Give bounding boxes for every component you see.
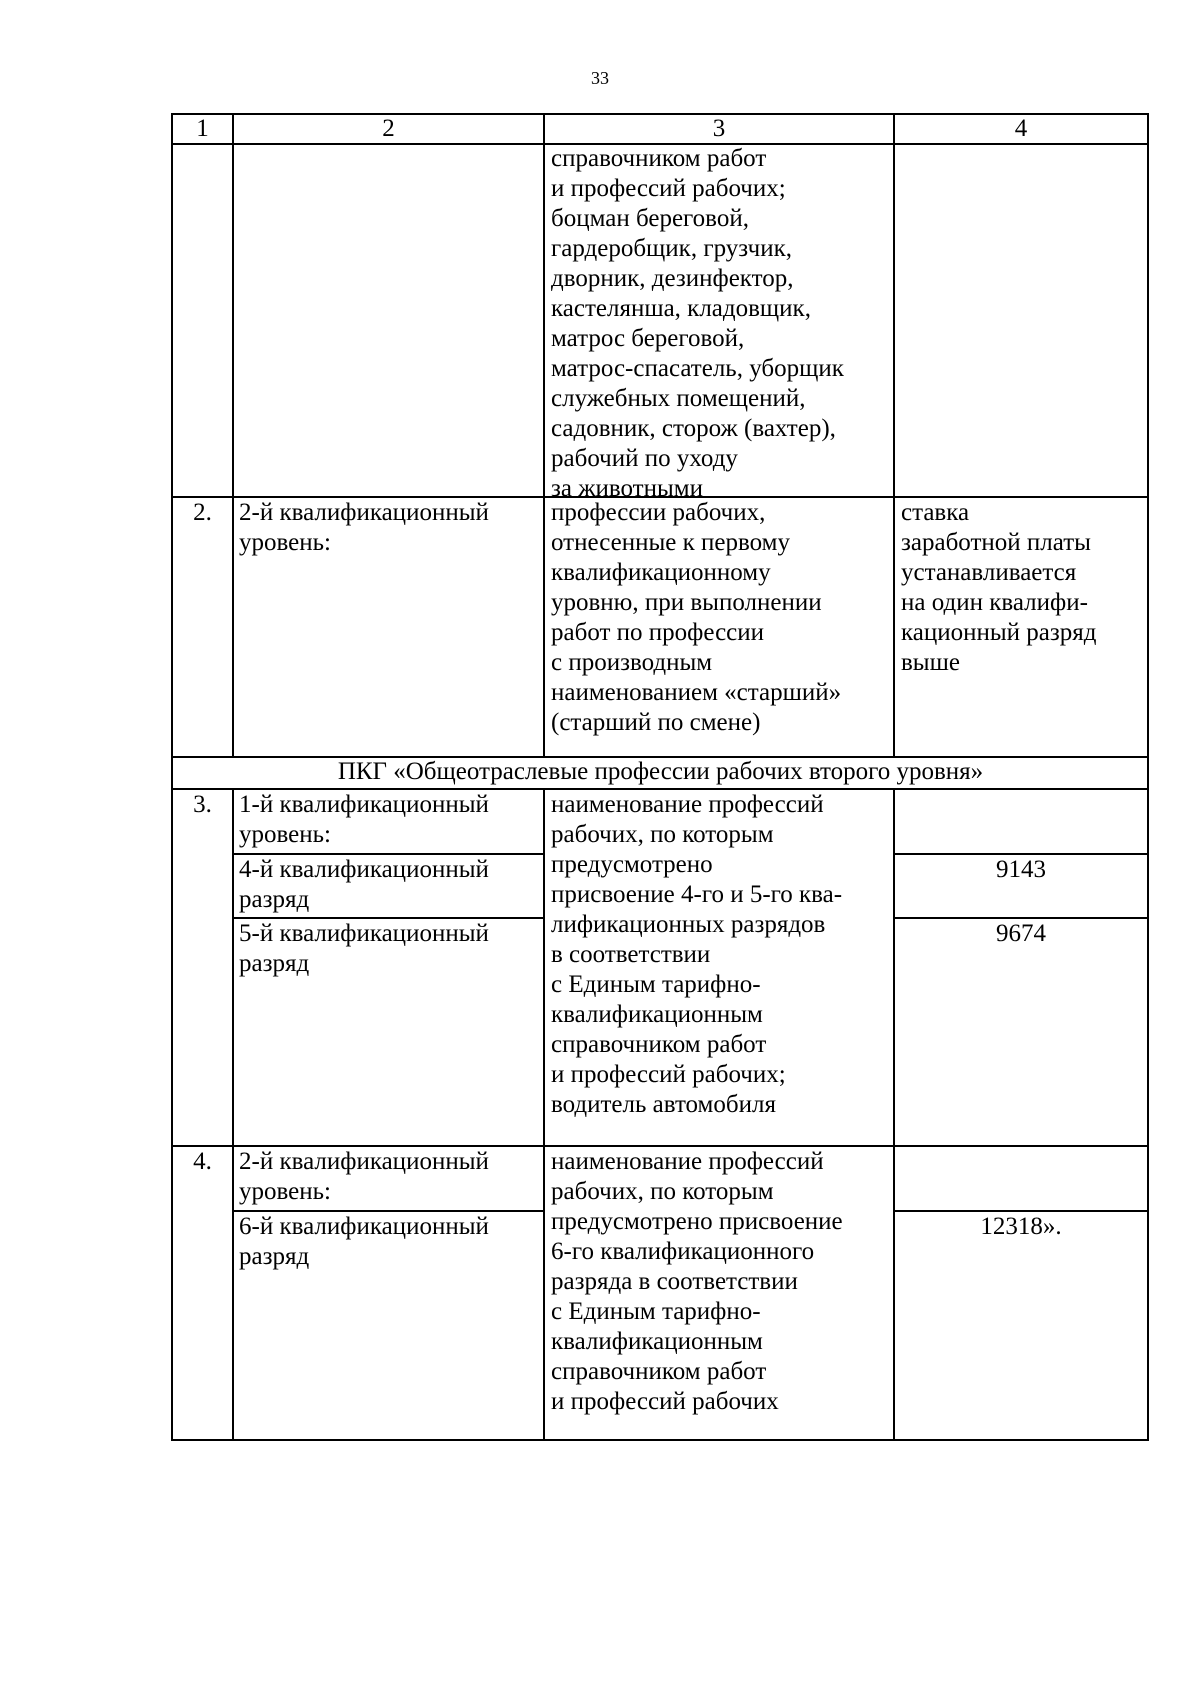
- text-line: уровень:: [239, 821, 331, 848]
- text-line: и профессий рабочих;: [551, 1061, 786, 1088]
- text-line: отнесенные к первому: [551, 529, 790, 556]
- text-line: выше: [901, 649, 960, 676]
- text-line: водитель автомобиля: [551, 1091, 776, 1118]
- text-line: справочником работ: [551, 145, 767, 172]
- text-line: наименование профессий: [551, 791, 824, 818]
- text-line: боцман береговой,: [551, 205, 749, 232]
- text-line: разряд: [239, 950, 310, 977]
- row3-grade5-cell: [239, 919, 489, 979]
- text-line: работ по профессии: [551, 619, 765, 646]
- text-line: разряда в соответствии: [551, 1268, 798, 1295]
- text-line: уровень:: [239, 529, 331, 556]
- column-rule: [893, 113, 895, 758]
- text-line: кационный разряд: [901, 619, 1097, 646]
- row3-description-cell: [551, 790, 842, 1120]
- text-line: разряд: [239, 1243, 310, 1270]
- text-line: заработной платы: [901, 529, 1091, 556]
- column-rule: [543, 113, 545, 758]
- text-line: предусмотрено присвоение: [551, 1208, 843, 1235]
- text-line: садовник, сторож (вахтер),: [551, 415, 836, 442]
- text-line: предусмотрено: [551, 851, 713, 878]
- text-line: 2-й квалификационный: [239, 1148, 489, 1175]
- row2-rate-cell: [901, 498, 1097, 678]
- page-number: 33: [591, 68, 609, 88]
- column-rule: [893, 788, 895, 1441]
- continued-cell-col3: [551, 144, 844, 504]
- text-line: 5-й квалификационный: [239, 920, 489, 947]
- text-line: кастелянша, кладовщик,: [551, 295, 811, 322]
- column-rule: [232, 788, 234, 1441]
- header-col-3: 3: [712, 115, 726, 142]
- text-line: справочником работ: [551, 1031, 767, 1058]
- column-rule: [232, 113, 234, 758]
- text-line: присвоение 4-го и 5-го ква-: [551, 881, 843, 908]
- row4-description-cell: [551, 1147, 843, 1417]
- text-line: дворник, дезинфектор,: [551, 265, 794, 292]
- text-line: за животными: [551, 475, 703, 502]
- row4-grade6-value: 12318».: [980, 1213, 1062, 1240]
- text-line: 6-й квалификационный: [239, 1213, 489, 1240]
- text-line: справочником работ: [551, 1358, 767, 1385]
- text-line: гардеробщик, грузчик,: [551, 235, 792, 262]
- row-number: 2.: [193, 499, 212, 526]
- text-line: (старший по смене): [551, 709, 761, 736]
- text-line: квалификационным: [551, 1328, 763, 1355]
- row2-level-cell: [239, 498, 489, 558]
- text-line: лификационных разрядов: [551, 911, 826, 938]
- text-line: наименованием «старший»: [551, 679, 842, 706]
- row-number: 4.: [193, 1148, 212, 1175]
- text-line: наименование профессий: [551, 1148, 824, 1175]
- text-line: уровню, при выполнении: [551, 589, 822, 616]
- row3-grade4-cell: [239, 855, 489, 915]
- text-line: квалификационному: [551, 559, 771, 586]
- text-line: и профессий рабочих: [551, 1388, 779, 1415]
- row4-grade6-cell: [239, 1212, 489, 1272]
- text-line: разряд: [239, 886, 310, 913]
- text-line: рабочих, по которым: [551, 1178, 774, 1205]
- row4-level-cell: [239, 1147, 489, 1207]
- row3-grade5-value: 9674: [996, 920, 1046, 947]
- text-line: 4-й квалификационный: [239, 856, 489, 883]
- header-col-4: 4: [1014, 115, 1028, 142]
- text-line: ставка: [901, 499, 970, 526]
- text-line: в соответствии: [551, 941, 711, 968]
- header-col-1: 1: [196, 115, 209, 142]
- text-line: устанавливается: [901, 559, 1077, 586]
- text-line: матрос береговой,: [551, 325, 745, 352]
- row2-description-cell: [551, 498, 841, 738]
- text-line: рабочих, по которым: [551, 821, 774, 848]
- text-line: квалификационным: [551, 1001, 763, 1028]
- text-line: с Единым тарифно-: [551, 1298, 761, 1325]
- text-line: с Единым тарифно-: [551, 971, 761, 998]
- text-line: 2-й квалификационный: [239, 499, 489, 526]
- text-line: и профессий рабочих;: [551, 175, 786, 202]
- row3-level-cell: [239, 790, 489, 850]
- text-line: 1-й квалификационный: [239, 791, 489, 818]
- column-rule: [543, 788, 545, 1441]
- text-line: на один квалифи-: [901, 589, 1088, 616]
- row-number: 3.: [193, 791, 212, 818]
- text-line: профессии рабочих,: [551, 499, 766, 526]
- row3-grade4-value: 9143: [996, 856, 1046, 883]
- text-line: рабочий по уходу: [551, 445, 738, 472]
- text-line: уровень:: [239, 1178, 331, 1205]
- text-line: служебных помещений,: [551, 385, 806, 412]
- text-line: матрос-спасатель, уборщик: [551, 355, 844, 382]
- table-border-bottom: [172, 1439, 1149, 1441]
- header-col-2: 2: [382, 115, 395, 142]
- text-line: 6-го квалификационного: [551, 1238, 815, 1265]
- text-line: с производным: [551, 649, 713, 676]
- section-heading: ПКГ «Общеотраслевые профессии рабочих второго уровня»: [337, 758, 984, 785]
